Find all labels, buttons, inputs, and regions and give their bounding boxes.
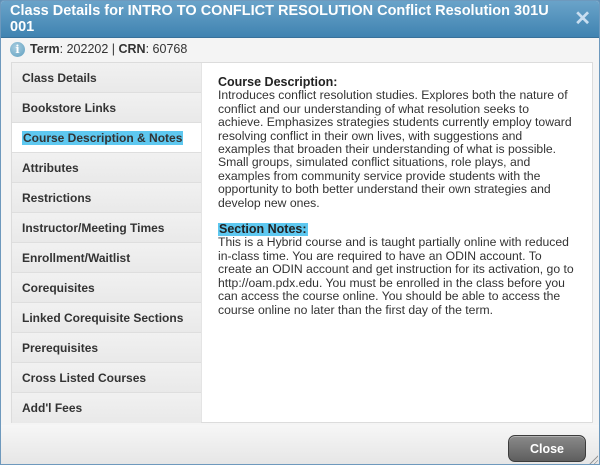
tab-class-details[interactable] bbox=[12, 63, 201, 93]
dialog-title: Class Details for INTRO TO CONFLICT RESOLUTION Conflict Resolution 301U 001 bbox=[10, 3, 549, 35]
details-panel bbox=[11, 62, 593, 423]
tab-label: Course Description & Notes bbox=[23, 130, 183, 145]
close-button[interactable]: Close bbox=[508, 435, 586, 462]
tab-label: Cross Listed Courses bbox=[22, 370, 147, 385]
tab-addl-fees[interactable] bbox=[12, 393, 201, 423]
tab-label: Linked Corequisite Sections bbox=[22, 310, 184, 325]
close-x-icon[interactable]: ✕ bbox=[574, 8, 591, 30]
resize-grip-icon[interactable] bbox=[588, 454, 598, 464]
tab-label: Bookstore Links bbox=[22, 100, 117, 115]
section-notes-text: This is a Hybrid course and is taught partially online with reduced in-class time. You are required to have an ODIN account. To create an ODIN account and get instruction for its activation, go to http://oam.pdx.edu. You must be enrolled in the class before you can access the course online. You should be able to access the course online no later than the first day of the term. bbox=[218, 235, 574, 317]
course-description-text: Introduces conflict resolution studies. Explores both the nature of conflict and our understanding of what resolution seeks to achieve. Emphasizes strategies students currently employ toward resolving conflict in their own lives, with suggestions and examples that broaden their understanding of what is possible. Small groups, simulated conflict situations, role plays, and examples from community service provide students with the opportunity to both better understand their own strategies and develop new ones. bbox=[218, 88, 572, 210]
tab-corequisites[interactable] bbox=[12, 273, 201, 303]
tab-cross-listed-courses[interactable] bbox=[12, 363, 201, 393]
term-label: Term bbox=[30, 42, 60, 56]
dialog-footer bbox=[1, 425, 599, 465]
tab-content bbox=[202, 63, 592, 422]
tab-label: Corequisites bbox=[22, 280, 95, 295]
tab-prerequisites[interactable] bbox=[12, 333, 201, 363]
tab-enrollment-waitlist[interactable] bbox=[12, 243, 201, 273]
tab-label: Add'l Fees bbox=[22, 401, 83, 415]
tab-label: Restrictions bbox=[22, 190, 92, 205]
course-description-heading: Course Description: bbox=[218, 75, 338, 89]
tab-restrictions[interactable] bbox=[12, 183, 201, 213]
dialog-titlebar[interactable] bbox=[1, 1, 599, 38]
term-value: : 202202 | bbox=[59, 42, 119, 56]
tab-label: Prerequisites bbox=[22, 340, 99, 355]
tab-label: Attributes bbox=[22, 160, 79, 175]
crn-value: : 60768 bbox=[145, 42, 188, 56]
info-icon: i bbox=[10, 42, 25, 57]
tab-bookstore-links[interactable] bbox=[12, 93, 201, 123]
tab-label: Enrollment/Waitlist bbox=[22, 250, 131, 265]
tab-attributes[interactable] bbox=[12, 153, 201, 183]
details-tab-list bbox=[12, 63, 202, 422]
tab-linked-corequisite-sections[interactable] bbox=[12, 303, 201, 333]
term-info-bar bbox=[1, 38, 599, 60]
tab-label: Class Details bbox=[22, 70, 97, 85]
tab-course-description-notes[interactable] bbox=[12, 123, 201, 153]
tab-instructor-meeting-times[interactable] bbox=[12, 213, 201, 243]
section-notes-heading: Section Notes: bbox=[219, 222, 307, 237]
crn-label: CRN bbox=[118, 42, 146, 56]
tab-label: Instructor/Meeting Times bbox=[22, 220, 165, 235]
